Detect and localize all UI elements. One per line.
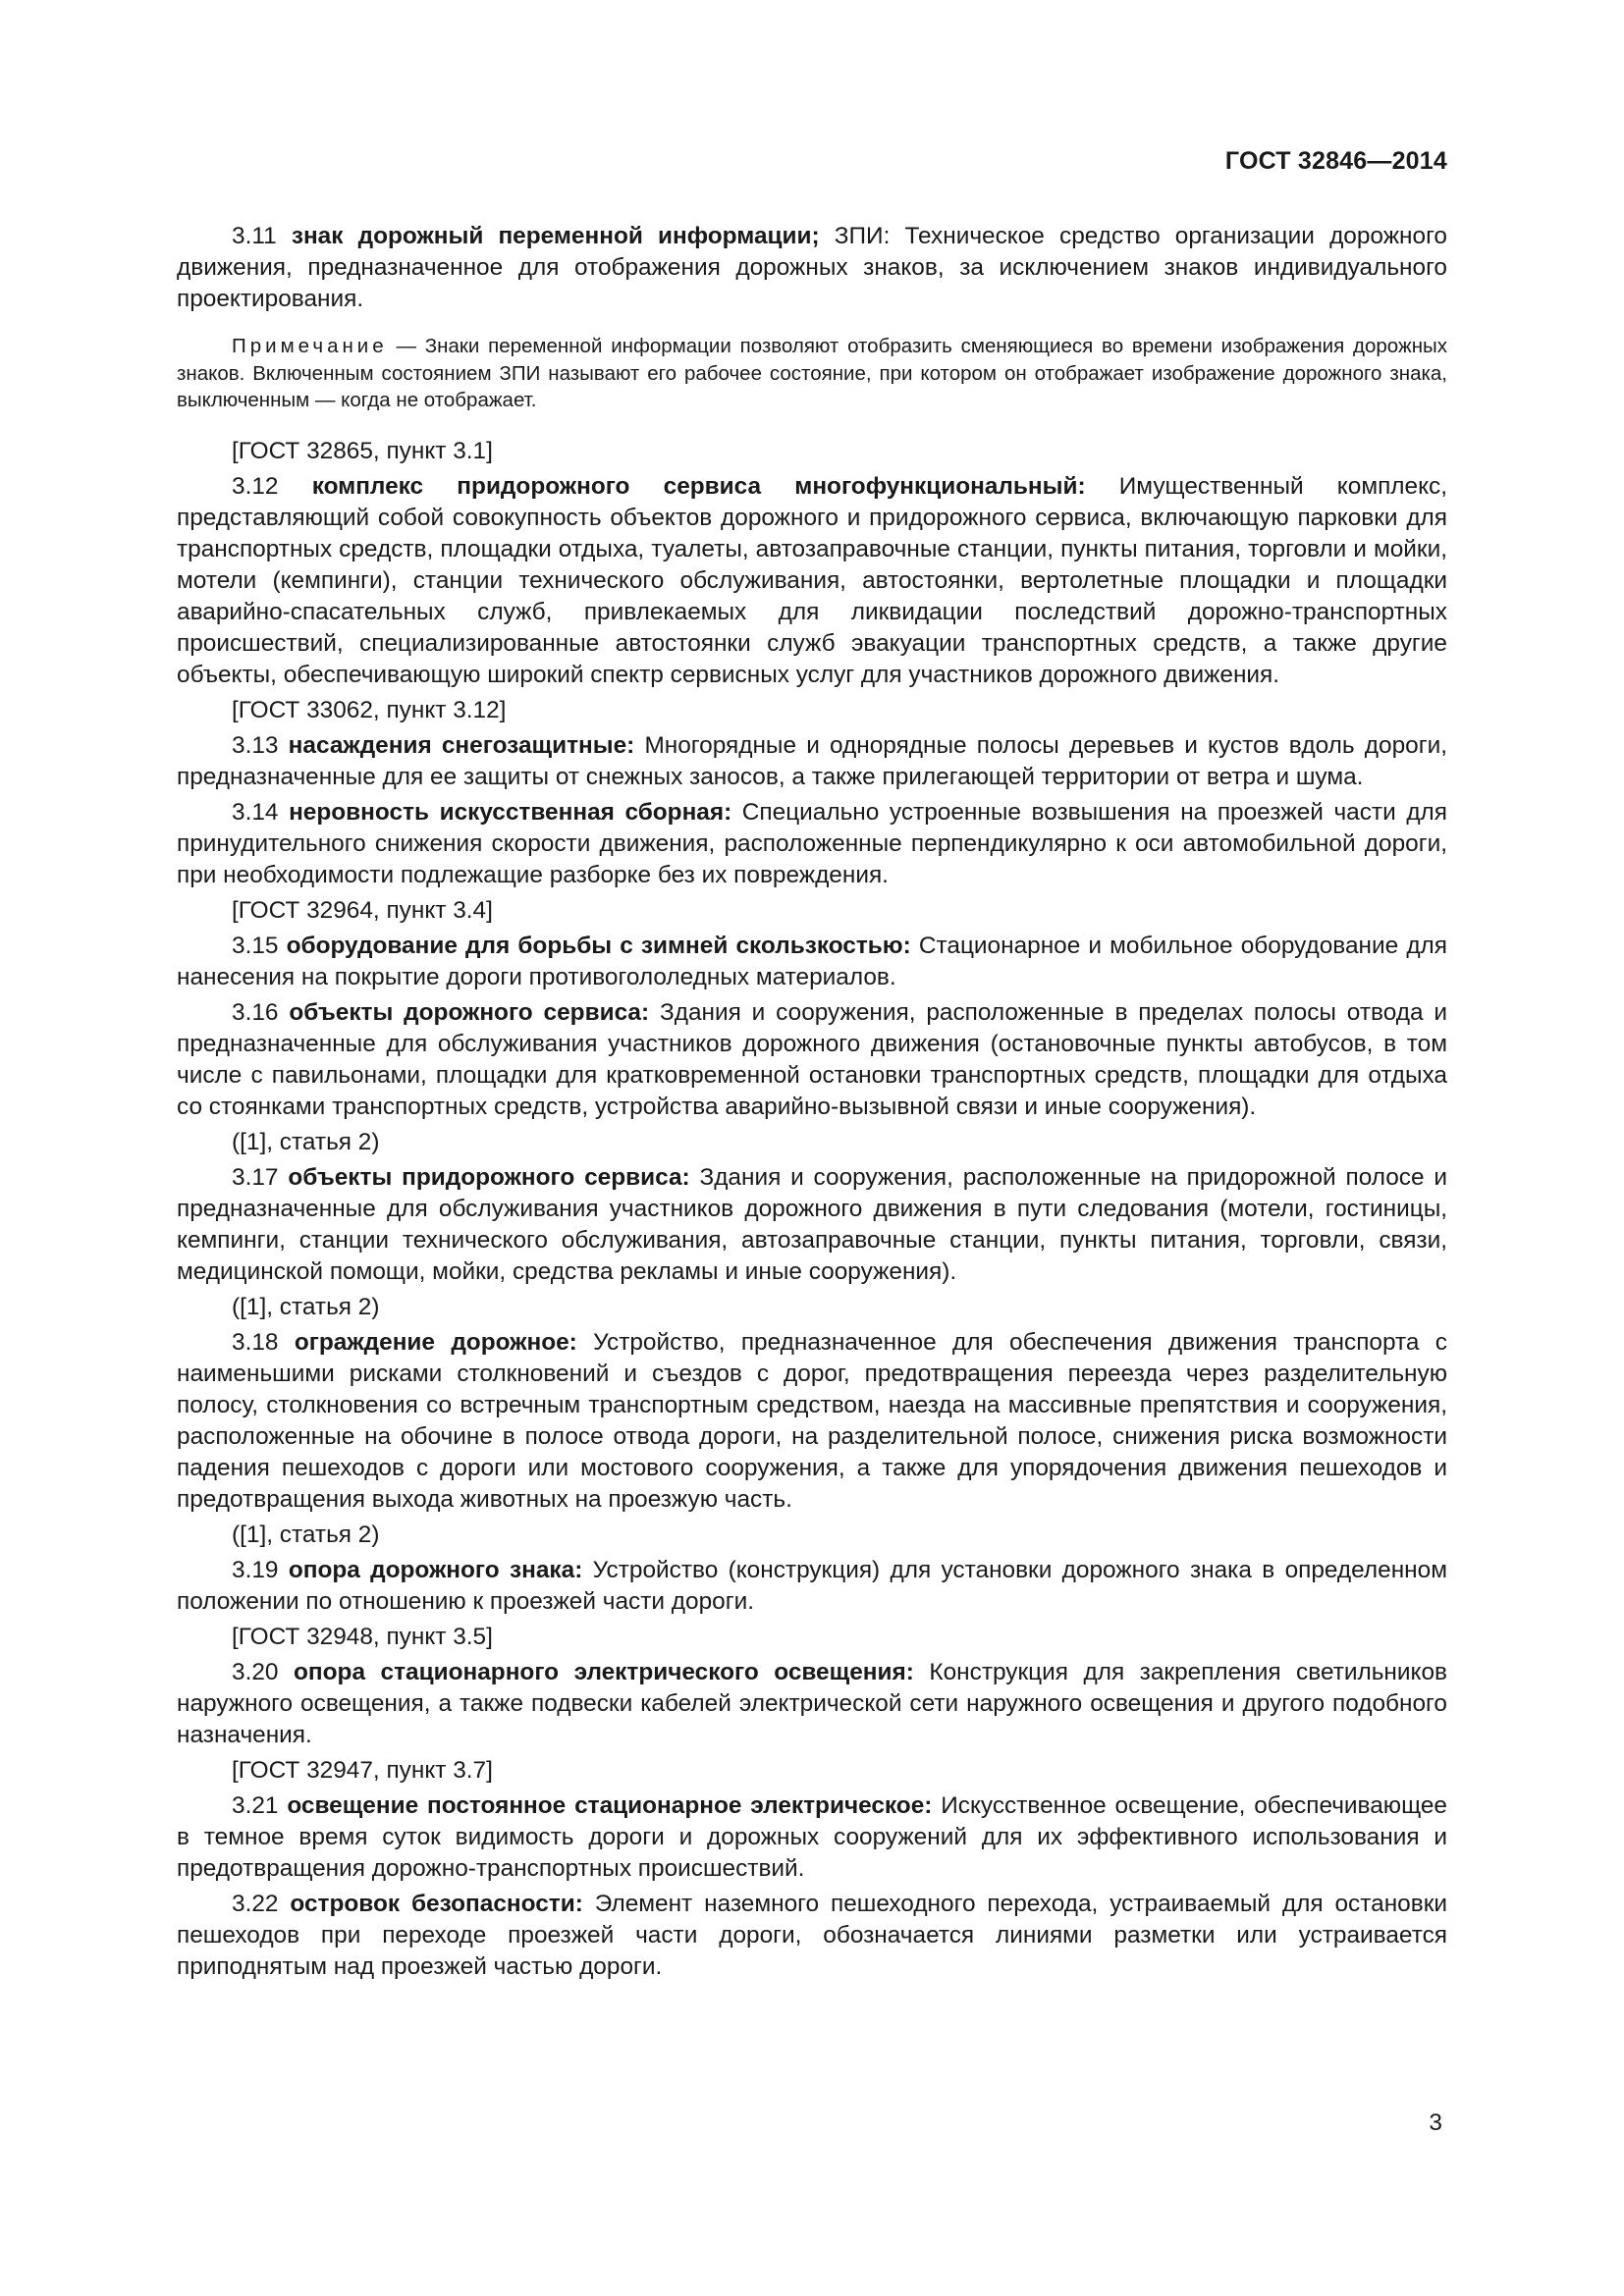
term-definition: Здания и сооружения, расположенные в пределах полосы отвода и предназначенные для обслуживания участников дорожного движения (остановочные пункты автобусов, в том числе с павильонами, площадки для кратковременной остановки транспортных средств, площадки для отдыха со стоянками транспортных средств, устройства аварийно-вызывной связи и иные сооружения). <box>177 998 1448 1120</box>
term-definition: Устройство (конструкция) для установки дорожного знака в определенном положении по отношению к проезжей части дороги. <box>177 1556 1447 1615</box>
term-name: комплекс придорожного сервиса многофункциональный: <box>311 472 1086 500</box>
term-definition: Искусственное освещение, обеспечивающее в темное время суток видимость дороги и дорожных сооружений для их эффективного использования и предотвращения дорожно-транспортных происшествий. <box>177 1791 1447 1882</box>
term-definition: Имущественный комплекс, представляющий собой совокупность объектов дорожного и придорожного сервиса, включающую парковки для транспортных средств, площадки отдыха, туалеты, автозаправочные станции, пункты питания, торговли и мойки, мотели (кемпинги), станции технического обслуживания, автостоянки, вертолетные площадки и площадки аварийно-спасательных служб, привлекаемых для ликвидации последствий дорожно-транспортных происшествий, специализированные автостоянки служб эвакуации транспортных средств, а также другие объекты, обеспечивающую широкий спектр сервисных услуг для участников дорожного движения. <box>177 472 1448 688</box>
term-number: 3.14 <box>232 798 279 826</box>
term-number: 3.15 <box>232 932 279 959</box>
source-reference: ([1], статья 2) <box>232 1128 380 1155</box>
term-number: 3.11 <box>232 223 277 249</box>
term-name: опора дорожного знака: <box>288 1556 583 1583</box>
term-name: насаждения снегозащитные: <box>288 731 635 759</box>
term-number: 3.21 <box>232 1791 279 1819</box>
term-entry <box>177 471 1447 691</box>
term-name: освещение постоянное стационарное электрическое: <box>287 1791 933 1819</box>
term-number: 3.17 <box>232 1163 279 1191</box>
source-reference: [ГОСТ 33062, пункт 3.12] <box>232 696 507 723</box>
term-entry <box>177 1162 1447 1288</box>
document-header: ГОСТ 32846—2014 <box>1224 147 1447 175</box>
note-text: — Знаки переменной информации позволяют отобразить сменяющиеся во времени изображения дорожных знаков. Включенным состоянием ЗПИ называют его рабочее состояние, при котором он отображает изображение дорожного знака, выключенным — когда не отображает. <box>177 335 1447 411</box>
document-body <box>177 221 1447 1987</box>
term-number: 3.12 <box>232 472 279 500</box>
term-number: 3.13 <box>232 731 279 759</box>
term-name: объекты дорожного сервиса: <box>289 998 650 1026</box>
term-entry <box>177 931 1447 993</box>
term-definition: Многорядные и однорядные полосы деревьев и кустов вдоль дороги, предназначенные для ее защиты от снежных заносов, а также прилегающей территории от ветра и шума. <box>177 731 1447 790</box>
term-entry <box>177 1555 1447 1618</box>
source-reference: [ГОСТ 32964, пункт 3.4] <box>232 896 493 924</box>
term-number: 3.22 <box>232 1890 279 1917</box>
term-entry <box>177 730 1447 793</box>
term-definition: Стационарное и мобильное оборудование для нанесения на покрытие дороги противогололедных материалов. <box>177 932 1447 990</box>
term-entry <box>177 1327 1447 1516</box>
source-reference: [ГОСТ 32865, пункт 3.1] <box>232 437 493 464</box>
term-entry <box>177 1889 1447 1983</box>
term-definition: Здания и сооружения, расположенные на придорожной полосе и предназначенные для обслуживания участников дорожного движения в пути следования (мотели, гостиницы, кемпинги, станции технического обслуживания, автозаправочные станции, пункты питания, торговли, связи, медицинской помощи, мойки, средства рекламы и иные сооружения). <box>177 1163 1448 1285</box>
note-label: Примечание <box>232 335 388 357</box>
term-number: 3.20 <box>232 1658 279 1685</box>
page-number: 3 <box>1429 2109 1442 2136</box>
term-definition: ЗПИ: Техническое средство организации дорожного движения, предназначенное для отображения дорожных знаков, за исключением знаков индивидуального проектирования. <box>177 223 1447 312</box>
term-name: опора стационарного электрического освещения: <box>294 1658 914 1685</box>
term-name: островок безопасности: <box>290 1890 583 1917</box>
term-entry <box>177 997 1447 1123</box>
note <box>177 333 1447 414</box>
term-definition: Элемент наземного пешеходного перехода, устраиваемый для остановки пешеходов при переходе проезжей части дороги, обозначается линиями разметки или устраивается приподнятым над проезжей частью дороги. <box>177 1890 1448 1980</box>
term-number: 3.16 <box>232 998 279 1026</box>
source-reference: [ГОСТ 32948, пункт 3.5] <box>232 1623 493 1650</box>
term-entry <box>177 1790 1447 1885</box>
term-number: 3.18 <box>232 1328 279 1356</box>
term-entry <box>177 221 1447 315</box>
term-name: неровность искусственная сборная: <box>289 798 732 826</box>
term-name: знак дорожный переменной информации; <box>291 223 820 249</box>
term-definition: Специально устроенные возвышения на проезжей части для принудительного снижения скорости движения, расположенные перпендикулярно к оси автомобильной дороги, при необходимости подлежащие разборке без их повреждения. <box>177 798 1447 888</box>
term-name: оборудование для борьбы с зимней скользкостью: <box>286 932 911 959</box>
source-reference: ([1], статья 2) <box>232 1521 380 1548</box>
term-definition: Конструкция для закрепления светильников наружного освещения, а также подвески кабелей электрической сети наружного освещения и другого подобного назначения. <box>177 1658 1447 1748</box>
source-reference: ([1], статья 2) <box>232 1293 380 1320</box>
term-name: ограждение дорожное: <box>294 1328 577 1356</box>
term-entry <box>177 1657 1447 1751</box>
term-entry <box>177 797 1447 891</box>
term-name: объекты придорожного сервиса: <box>288 1163 690 1191</box>
term-definition: Устройство, предназначенное для обеспечения движения транспорта с наименьшими рисками столкновений и съездов с дорог, предотвращения переезда через разделительную полосу, столкновения со встречным транспортным средством, наезда на массивные препятствия и сооружения, расположенные на обочине в полосе отвода дороги, на разделительной полосе, снижения риска возможности падения пешеходов с дороги или мостового сооружения, а также для упорядочения движения пешеходов и предотвращения выхода животных на проезжую часть. <box>177 1328 1447 1513</box>
source-reference: [ГОСТ 32947, пункт 3.7] <box>232 1756 493 1784</box>
term-number: 3.19 <box>232 1556 279 1583</box>
